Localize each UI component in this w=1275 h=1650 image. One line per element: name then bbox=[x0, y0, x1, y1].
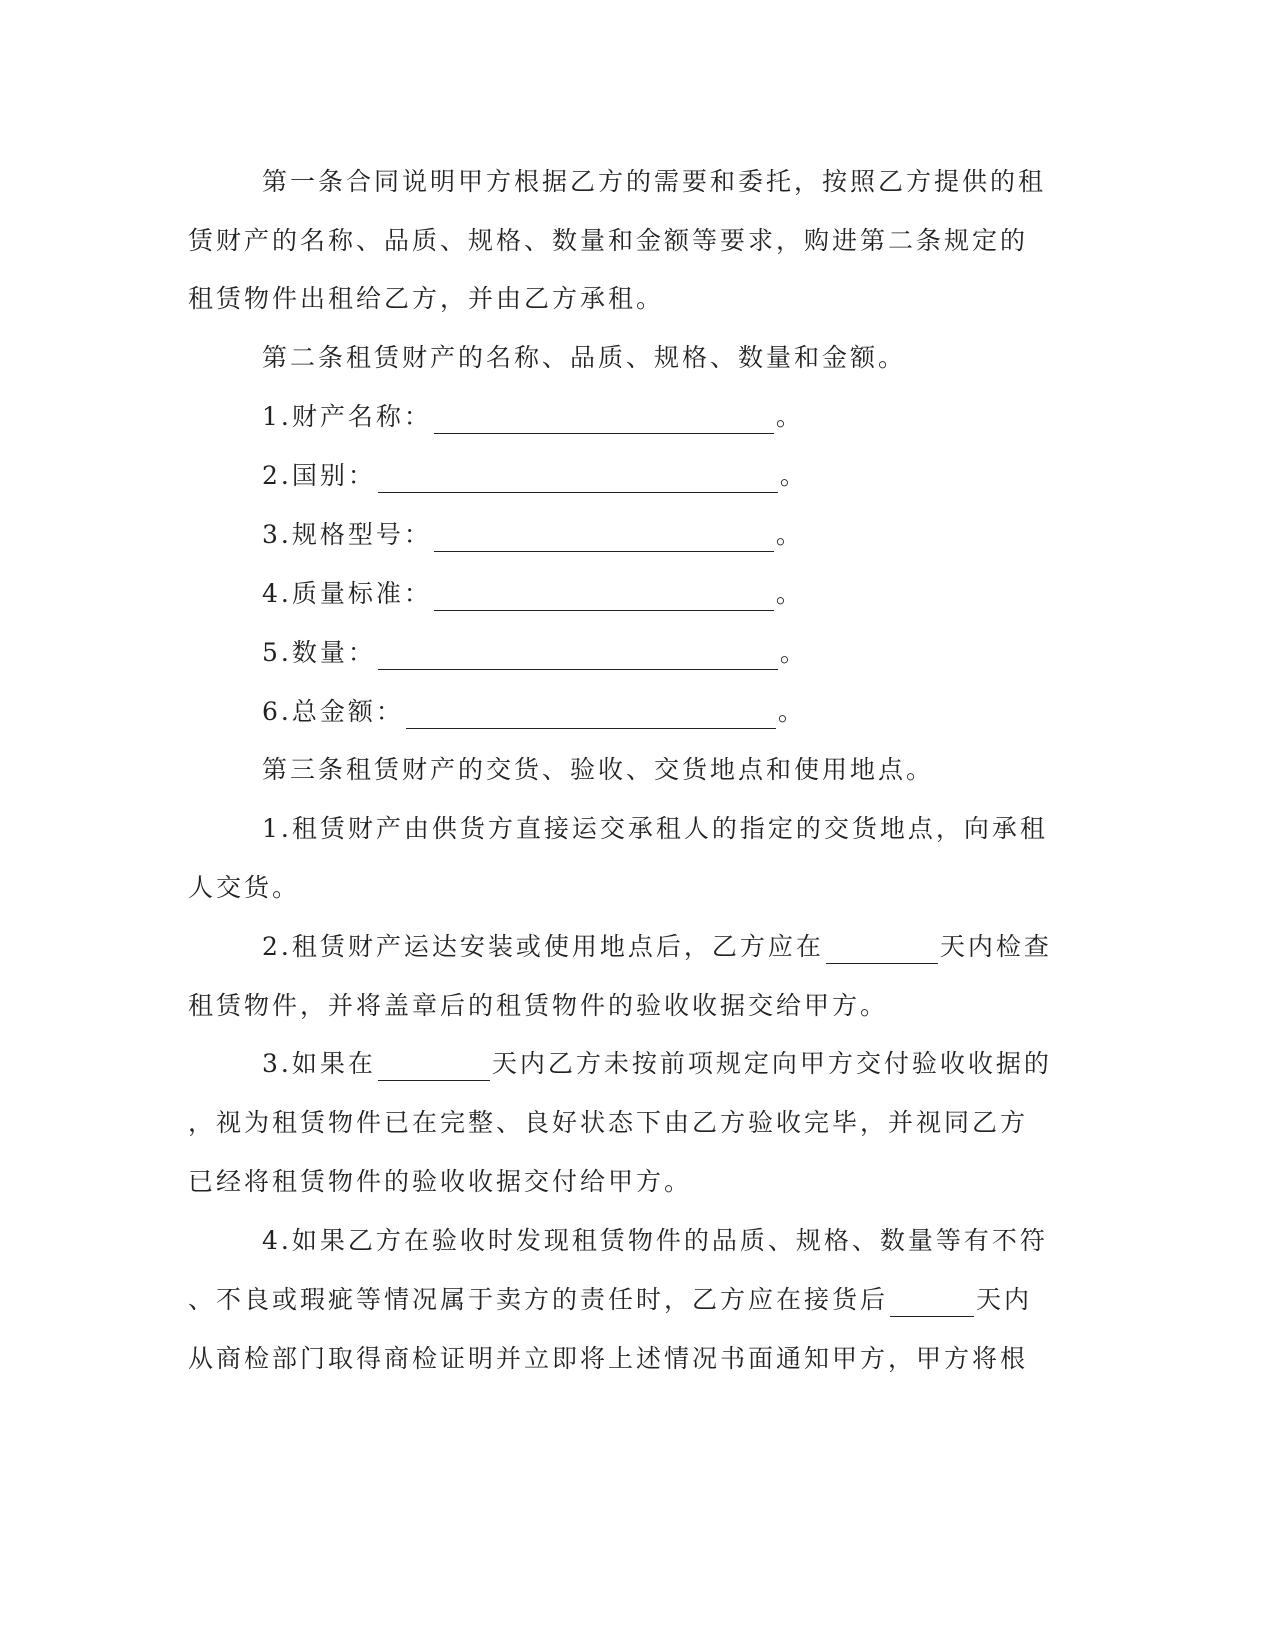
field-end: 。 bbox=[775, 520, 804, 549]
field-total-amount bbox=[262, 695, 806, 729]
text-segment: 天内乙方未按前项规定向甲方交付验收收据的 bbox=[491, 1049, 1052, 1078]
article1-line-3: 租赁物件出租给乙方，并由乙方承租。 bbox=[188, 284, 665, 313]
article3-p1-line-1: 1.租赁财产由供货方直接运交承租人的指定的交货地点，向承租 bbox=[262, 814, 1048, 843]
text-segment: 2.租赁财产运达安装或使用地点后，乙方应在 bbox=[262, 932, 824, 961]
article3-p3-line-3: 已经将租赁物件的验收收据交付给甲方。 bbox=[188, 1167, 693, 1196]
fill-blank bbox=[826, 937, 938, 964]
field-end: 。 bbox=[775, 579, 804, 608]
fill-blank bbox=[378, 1054, 490, 1081]
fill-blank bbox=[890, 1290, 974, 1317]
field-label: 5.数量： bbox=[262, 638, 376, 667]
article3-p2-line-1 bbox=[262, 930, 1052, 964]
fill-blank bbox=[434, 407, 774, 434]
fill-blank bbox=[406, 702, 776, 729]
article3-p4-line-3: 从商检部门取得商检证明并立即将上述情况书面通知甲方，甲方将根 bbox=[188, 1344, 1029, 1373]
field-end: 。 bbox=[775, 402, 804, 431]
article3-p3-line-1 bbox=[262, 1047, 1052, 1081]
field-label: 2.国别： bbox=[262, 461, 376, 490]
field-label: 3.规格型号： bbox=[262, 520, 432, 549]
field-quality-standard bbox=[262, 577, 804, 611]
fill-blank bbox=[434, 525, 774, 552]
article3-heading: 第三条租赁财产的交货、验收、交货地点和使用地点。 bbox=[262, 755, 935, 784]
article3-p1-line-2: 人交货。 bbox=[188, 873, 301, 902]
field-quantity bbox=[262, 636, 808, 670]
article3-p2-line-2: 租赁物件，并将盖章后的租赁物件的验收收据交给甲方。 bbox=[188, 991, 889, 1020]
article3-p4-line-2 bbox=[188, 1283, 1032, 1317]
field-label: 4.质量标准： bbox=[262, 579, 432, 608]
field-end: 。 bbox=[779, 461, 808, 490]
article3-p3-line-2: ，视为租赁物件已在完整、良好状态下由乙方验收完毕，并视同乙方 bbox=[188, 1108, 1029, 1137]
article2-heading: 第二条租赁财产的名称、品质、规格、数量和金额。 bbox=[262, 343, 907, 372]
text-segment: 3.如果在 bbox=[262, 1049, 376, 1078]
article1-line-2: 赁财产的名称、品质、规格、数量和金额等要求，购进第二条规定的 bbox=[188, 226, 1029, 255]
field-spec-model bbox=[262, 518, 804, 552]
field-label: 1.财产名称： bbox=[262, 402, 432, 431]
text-segment: 天内 bbox=[976, 1285, 1033, 1314]
text-segment: 、不良或瑕疵等情况属于卖方的责任时，乙方应在接货后 bbox=[188, 1285, 889, 1314]
field-property-name bbox=[262, 400, 804, 434]
fill-blank bbox=[378, 643, 778, 670]
article1-line-1: 第一条合同说明甲方根据乙方的需要和委托，按照乙方提供的租 bbox=[262, 167, 1047, 196]
article3-p4-line-1: 4.如果乙方在验收时发现租赁物件的品质、规格、数量等有不符 bbox=[262, 1226, 1048, 1255]
field-country bbox=[262, 459, 808, 493]
field-label: 6.总金额： bbox=[262, 697, 404, 726]
field-end: 。 bbox=[777, 697, 806, 726]
text-segment: 天内检查 bbox=[939, 932, 1052, 961]
fill-blank bbox=[434, 584, 774, 611]
field-end: 。 bbox=[779, 638, 808, 667]
fill-blank bbox=[378, 466, 778, 493]
